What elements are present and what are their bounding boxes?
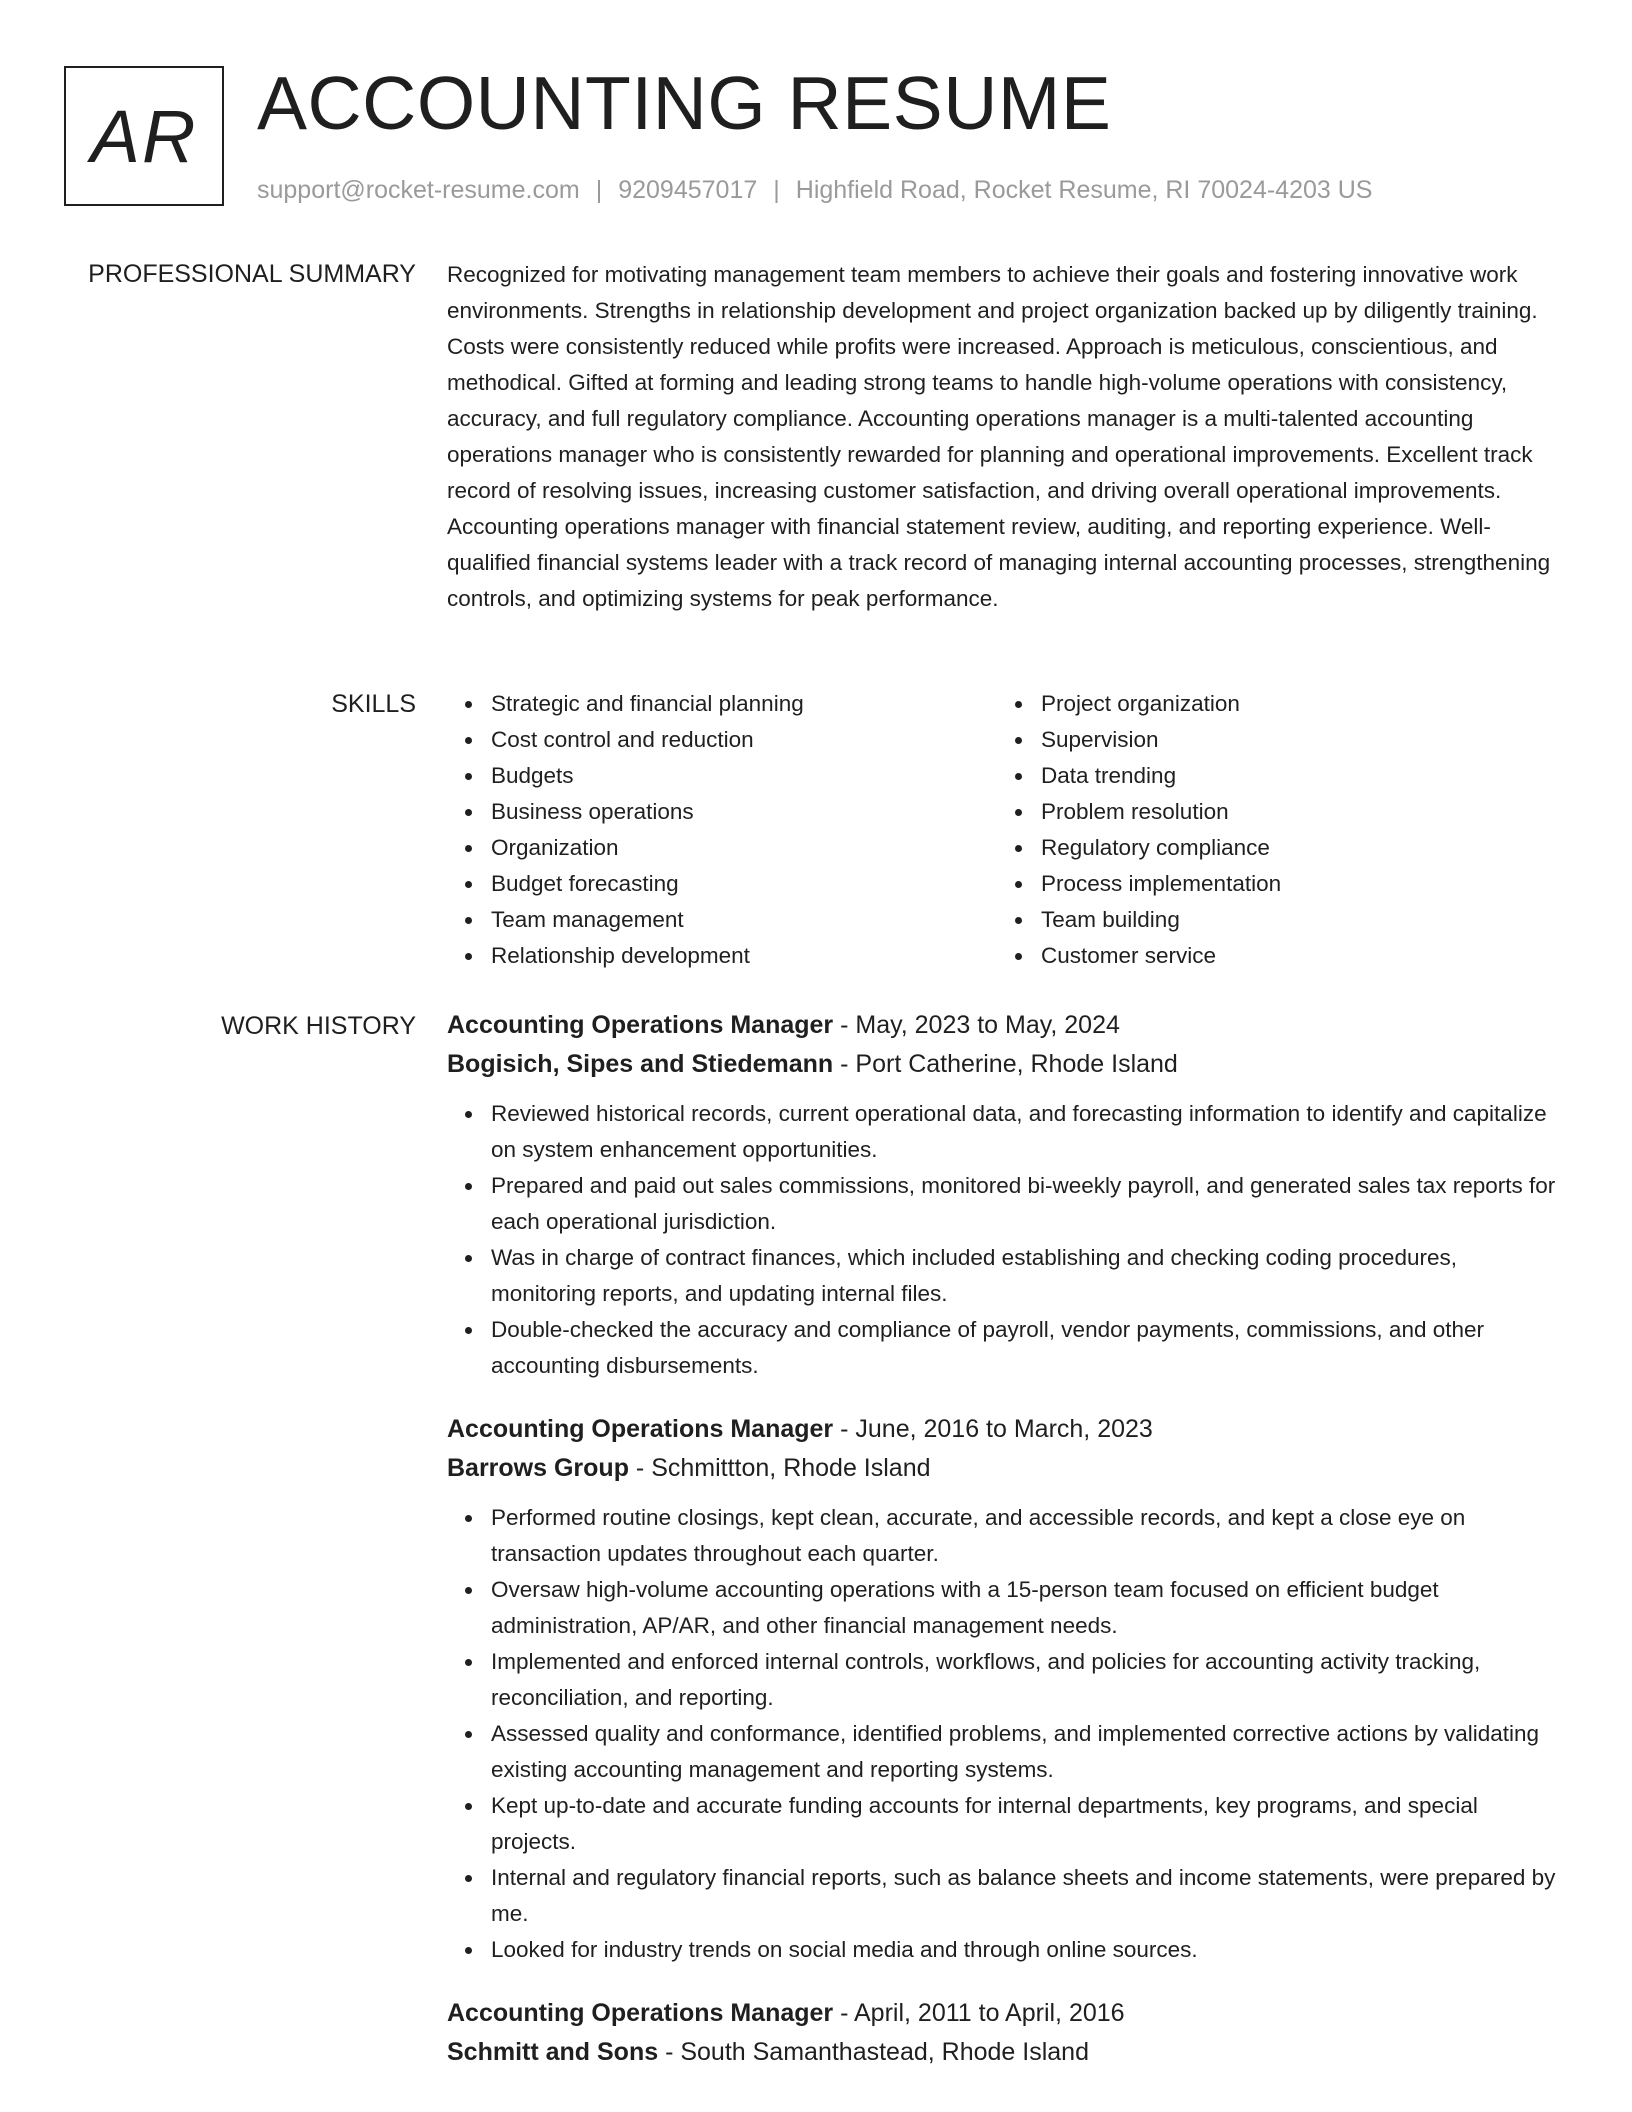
skill-item: Team management (447, 902, 997, 938)
job-bullet: Reviewed historical records, current operational data, and forecasting information to identify and capitalize on system enhancement opportunities. (447, 1096, 1567, 1168)
contact-email: support@rocket-resume.com (257, 176, 580, 204)
job-list (447, 1006, 1567, 2098)
job-bullet: Performed routine closings, kept clean, accurate, and accessible records, and kept a close eye on transaction updates throughout each quarter. (447, 1500, 1567, 1572)
job-title: Accounting Operations Manager (447, 1415, 834, 1443)
job-bullet: Implemented and enforced internal controls, workflows, and policies for accounting activity tracking, reconciliation, and reporting. (447, 1644, 1567, 1716)
job-title: Accounting Operations Manager (447, 1011, 834, 1039)
contact-phone: 9209457017 (618, 176, 758, 204)
skill-item: Budget forecasting (447, 866, 997, 902)
job-company-line (447, 1449, 1567, 1488)
job-bullet: Oversaw high-volume accounting operations with a 15-person team focused on efficient budget administration, AP/AR, and other financial management needs. (447, 1572, 1567, 1644)
skill-item: Strategic and financial planning (447, 686, 997, 722)
job-company: Barrows Group (447, 1454, 629, 1482)
contact-line (257, 174, 1372, 206)
work-history-label: WORK HISTORY (221, 1012, 416, 1040)
skill-item: Regulatory compliance (997, 830, 1547, 866)
contact-separator: | (595, 176, 603, 204)
job-entry (447, 1994, 1567, 2072)
job-title-line (447, 1006, 1567, 1045)
page-title: ACCOUNTING RESUME (257, 61, 1112, 145)
skill-item: Data trending (997, 758, 1547, 794)
job-dates: - April, 2011 to April, 2016 (833, 1999, 1125, 2027)
job-bullet: Double-checked the accuracy and compliance of payroll, vendor payments, commissions, and other accounting disbursements. (447, 1312, 1567, 1384)
job-company-line (447, 1045, 1567, 1084)
job-bullet-list (447, 1096, 1567, 1384)
job-entry (447, 1006, 1567, 1384)
job-bullet: Assessed quality and conformance, identified problems, and implemented corrective actions by validating existing accounting management and reporting systems. (447, 1716, 1567, 1788)
monogram-box (64, 66, 224, 206)
skills-label: SKILLS (331, 690, 416, 718)
job-entry (447, 1410, 1567, 1968)
job-bullet: Looked for industry trends on social media and through online sources. (447, 1932, 1567, 1968)
job-company: Bogisich, Sipes and Stiedemann (447, 1050, 834, 1078)
contact-address: Highfield Road, Rocket Resume, RI 70024-4203 US (795, 176, 1373, 204)
skill-item: Business operations (447, 794, 997, 830)
job-location: - Schmittton, Rhode Island (628, 1454, 931, 1482)
skill-item: Problem resolution (997, 794, 1547, 830)
job-bullet: Was in charge of contract finances, which included establishing and checking coding procedures, monitoring reports, and updating internal files. (447, 1240, 1567, 1312)
summary-label: PROFESSIONAL SUMMARY (88, 260, 416, 288)
job-company-line (447, 2033, 1567, 2072)
monogram-initials: AR (90, 94, 198, 178)
skill-item: Team building (997, 902, 1547, 938)
job-title-line (447, 1410, 1567, 1449)
job-bullet-list (447, 1500, 1567, 1968)
skill-item: Project organization (997, 686, 1547, 722)
contact-separator: | (773, 176, 780, 204)
skill-item: Supervision (997, 722, 1547, 758)
skills-list-left (447, 686, 997, 974)
skills-list-right (997, 686, 1547, 974)
skill-item: Budgets (447, 758, 997, 794)
skill-item: Organization (447, 830, 997, 866)
job-location: - Port Catherine, Rhode Island (833, 1050, 1178, 1078)
job-bullet: Internal and regulatory financial reports, such as balance sheets and income statements, were prepared by me. (447, 1860, 1567, 1932)
skills-columns (447, 686, 1567, 974)
job-title: Accounting Operations Manager (447, 1999, 834, 2027)
job-title-line (447, 1994, 1567, 2033)
job-company: Schmitt and Sons (447, 2038, 659, 2066)
job-dates: - May, 2023 to May, 2024 (833, 1011, 1120, 1039)
skill-item: Cost control and reduction (447, 722, 997, 758)
job-bullet: Kept up-to-date and accurate funding accounts for internal departments, key programs, and special projects. (447, 1788, 1567, 1860)
skill-item: Process implementation (997, 866, 1547, 902)
skill-item: Customer service (997, 938, 1547, 974)
job-bullet: Prepared and paid out sales commissions, monitored bi-weekly payroll, and generated sales tax reports for each operational jurisdiction. (447, 1168, 1567, 1240)
summary-text: Recognized for motivating management team members to achieve their goals and fostering innovative work environments. Strengths in relationship development and project organization backed up by diligently training. Costs were consistently reduced while profits were increased. Approach is meticulous, conscientious, and methodical. Gifted at forming and leading strong teams to handle high-volume operations with consistency, accuracy, and full regulatory compliance. Accounting operations manager is a multi-talented accounting operations manager who is consistently rewarded for planning and operational improvements. Excellent track record of resolving issues, increasing customer satisfaction, and driving overall operational improvements. Accounting operations manager with financial statement review, auditing, and reporting experience. Well-qualified financial systems leader with a track record of managing internal accounting processes, strengthening controls, and optimizing systems for peak performance. (447, 262, 1551, 611)
skill-item: Relationship development (447, 938, 997, 974)
job-dates: - June, 2016 to March, 2023 (833, 1415, 1153, 1443)
job-location: - South Samanthastead, Rhode Island (658, 2038, 1089, 2066)
